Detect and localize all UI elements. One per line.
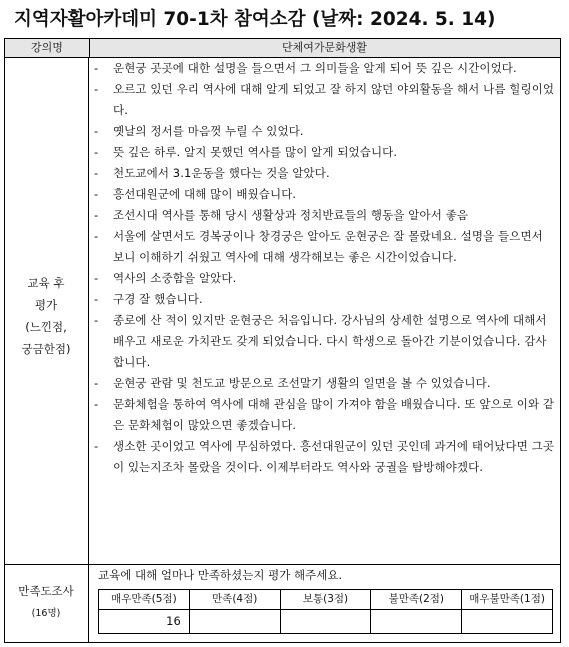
list-item — [94, 394, 556, 436]
evaluation-label-line: (느낀점, — [25, 320, 67, 334]
feedback-text: 서울에 살면서도 경복궁이나 창경궁은 알아도 운현궁은 잘 몰랐네요. 설명을 들으면서 보니 이해하기 쉬웠고 역사에 대해 생각해보는 좋은 시간이었습니다. — [113, 229, 543, 264]
bullet-dash: - — [94, 208, 99, 222]
bullet-dash: - — [94, 397, 99, 411]
feedback-list — [94, 58, 556, 478]
feedback-text: 구경 잘 했습니다. — [113, 292, 203, 306]
column-divider — [88, 57, 89, 643]
bullet-dash: - — [94, 229, 99, 243]
bullet-dash: - — [94, 313, 99, 327]
feedback-text: 뜻 깊은 하루. 알지 못했던 역사를 많이 알게 되었습니다. — [113, 145, 398, 159]
feedback-text: 운현궁 곳곳에 대한 설명을 들으면서 그 의미들을 알게 되어 뜻 깊은 시간이었다. — [113, 61, 517, 75]
list-item — [94, 436, 556, 478]
feedback-text: 문화체험을 통하여 역사에 대해 관심을 많이 가져야 함을 배웠습니다. 또 앞으로 이와 같은 문화체험이 많았으면 좋겠습니다. — [113, 397, 555, 432]
rating-column-header: 만족(4점) — [189, 590, 280, 610]
rating-column-header: 불만족(2점) — [371, 590, 462, 610]
rating-value-cell — [189, 610, 280, 634]
list-item — [94, 226, 556, 268]
bullet-dash: - — [94, 82, 99, 96]
feedback-text: 오르고 있던 우리 역사에 대해 알게 되었고 잘 하지 않던 야외활동을 해서 나름 힐링이었다. — [113, 82, 555, 117]
bullet-dash: - — [94, 166, 99, 180]
list-item — [94, 373, 556, 394]
feedback-text: 천도교에서 3.1운동을 했다는 것을 알았다. — [113, 166, 330, 180]
feedback-text: 역사의 소중함을 알았다. — [113, 271, 237, 285]
list-item — [94, 142, 556, 163]
list-item — [94, 310, 556, 373]
feedback-text: 옛날의 정서를 마음껏 누릴 수 있었다. — [113, 124, 304, 138]
bullet-dash: - — [94, 271, 99, 285]
rating-value-cell — [371, 610, 462, 634]
list-item — [94, 163, 556, 184]
evaluation-label — [4, 272, 88, 360]
lecture-name-label: 강의명 — [5, 39, 90, 57]
page-title: 지역자활아카데미 70-1차 참여소감 (날짜: 2024. 5. 14) — [14, 9, 496, 30]
bullet-dash: - — [94, 439, 99, 453]
rating-column-header: 매우만족(5점) — [99, 590, 190, 610]
bullet-dash: - — [94, 292, 99, 306]
feedback-text: 생소한 곳이었고 역사에 무심하였다. 흥선대원군이 있던 곳인데 과거에 태어났다면 그곳이 있는지조차 몰랐을 것이다. 이제부터라도 역사와 궁궐을 탐방해야겠다. — [113, 439, 555, 474]
list-item — [94, 289, 556, 310]
rating-column-header: 매우불만족(1점) — [462, 590, 553, 610]
feedback-text: 흥선대원군에 대해 많이 배웠습니다. — [113, 187, 297, 201]
table-header-row — [4, 38, 561, 58]
bullet-dash: - — [94, 376, 99, 390]
list-item — [94, 79, 556, 121]
rating-value-cell — [462, 610, 553, 634]
evaluation-label-line: 평가 — [34, 298, 58, 312]
satisfaction-question: 교육에 대해 얼마나 만족하셨는지 평가 해주세요. — [98, 568, 343, 582]
list-item — [94, 205, 556, 226]
rating-value-cell — [280, 610, 371, 634]
respondent-count: (16명) — [31, 608, 61, 619]
rating-header-row — [99, 590, 553, 610]
evaluation-label-line: 궁금한점) — [21, 342, 71, 356]
bullet-dash: - — [94, 61, 99, 75]
evaluation-label-line: 교육 후 — [27, 276, 65, 290]
rating-column-header: 보통(3점) — [280, 590, 371, 610]
satisfaction-rating-table — [98, 589, 553, 634]
feedback-text: 조선시대 역사를 통해 당시 생활상과 정치반료들의 행동을 알아서 좋음 — [113, 208, 469, 222]
lecture-name-value: 단체여가문화생활 — [281, 41, 367, 54]
list-item — [94, 58, 556, 79]
bullet-dash: - — [94, 187, 99, 201]
list-item — [94, 121, 556, 142]
feedback-text: 종로에 산 적이 있지만 운현궁은 처음입니다. 강사님의 상세한 설명으로 역사에 대해서 배우고 새로운 가치관도 갖게 되었습니다. 다시 학생으로 돌아간 기분이었습니다. 감사합니다. — [113, 313, 547, 369]
list-item — [94, 268, 556, 289]
row-divider — [4, 564, 561, 565]
feedback-text: 운현궁 관람 및 천도교 방문으로 조선말기 생활의 일면을 볼 수 있었습니다. — [113, 376, 491, 390]
bullet-dash: - — [94, 145, 99, 159]
satisfaction-label: 만족도조사 — [18, 584, 74, 598]
list-item — [94, 184, 556, 205]
bullet-dash: - — [94, 124, 99, 138]
rating-value-cell: 16 — [99, 610, 190, 634]
rating-value-row — [99, 610, 553, 634]
